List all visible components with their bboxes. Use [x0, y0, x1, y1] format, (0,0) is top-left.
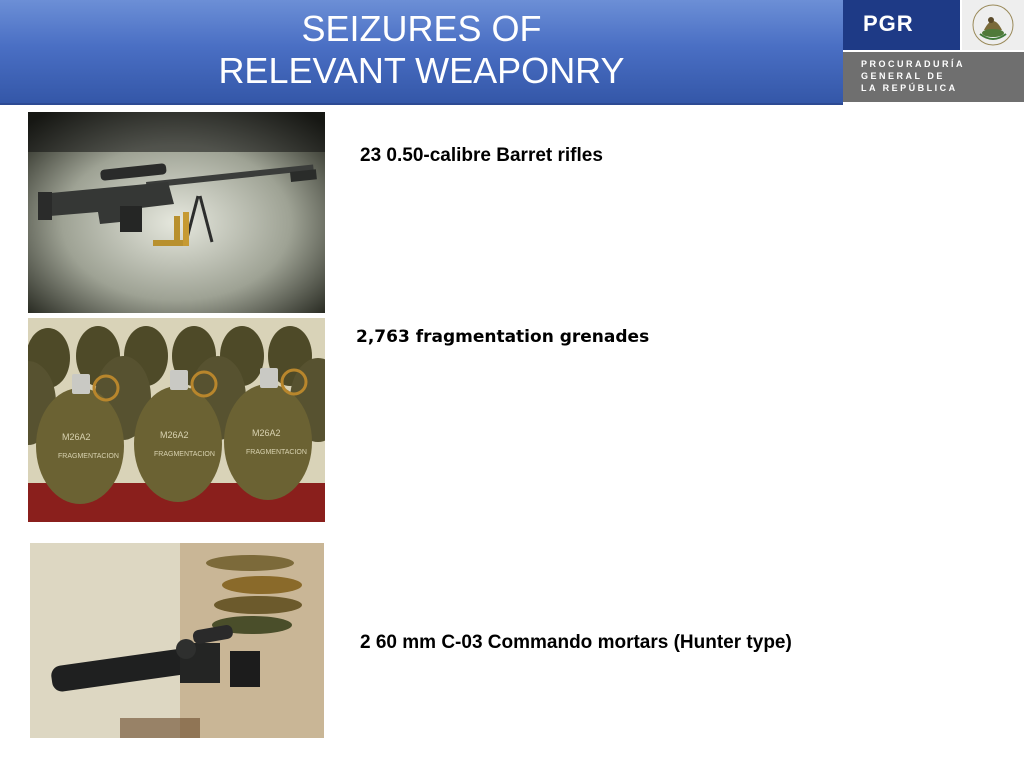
grenade-type-label-1: FRAGMENTACION [58, 453, 119, 460]
commando-mortar-photo [30, 543, 324, 738]
agency-line-2: GENERAL DE [861, 71, 945, 81]
agency-name [861, 58, 965, 94]
logo-agency-block [843, 52, 1024, 102]
grenade-model-label-2: M26A2 [160, 430, 189, 440]
barrett-rifle-photo [28, 112, 325, 313]
national-seal-icon [962, 0, 1024, 50]
caption-commando-mortars: 2 60 mm C-03 Commando mortars (Hunter type) [360, 632, 792, 653]
logo-acronym: PGR [863, 11, 914, 36]
title-line-2: RELEVANT WEAPONRY [218, 50, 625, 91]
caption-fragmentation-grenades: 2,763 fragmentation grenades [356, 327, 650, 347]
grenade-type-label-2: FRAGMENTACION [154, 451, 215, 458]
title-banner [0, 0, 843, 105]
pgr-logo [843, 0, 1024, 103]
grenade-type-label-3: FRAGMENTACION [246, 449, 307, 456]
logo-acronym-block [843, 0, 960, 50]
caption-barrett-rifles: 23 0.50-calibre Barret rifles [360, 145, 603, 166]
fragmentation-grenades-photo [28, 318, 325, 522]
agency-line-1: PROCURADURÍA [861, 59, 965, 69]
grenade-model-label-3: M26A2 [252, 428, 281, 438]
agency-line-3: LA REPÚBLICA [861, 83, 958, 93]
grenade-model-label-1: M26A2 [62, 432, 91, 442]
slide-title [0, 8, 843, 92]
title-line-1: SEIZURES OF [301, 8, 542, 49]
